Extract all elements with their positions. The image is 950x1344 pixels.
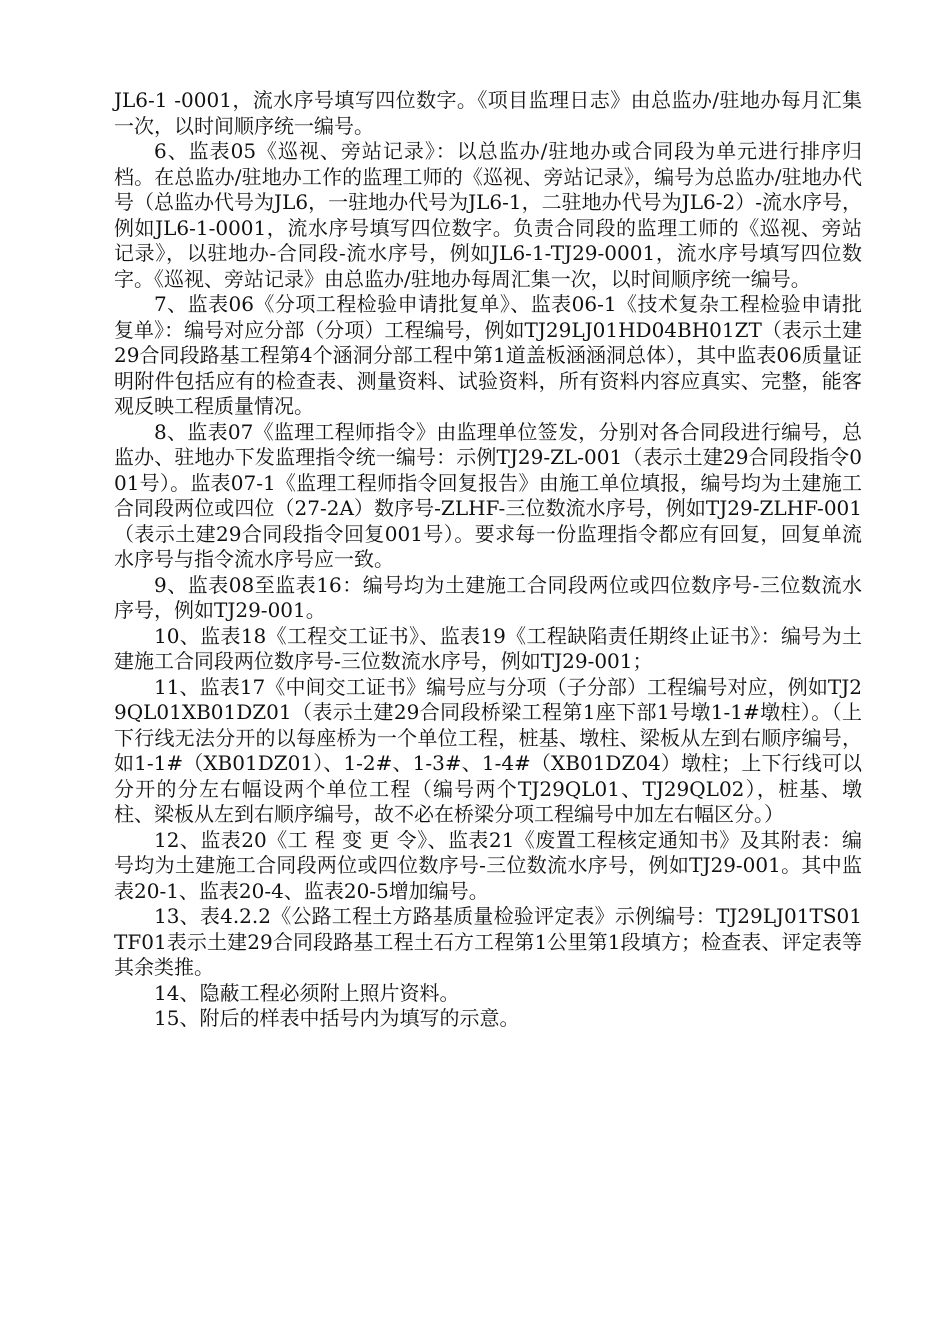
paragraph-item-14: 14、隐蔽工程必须附上照片资料。 (154, 980, 460, 1005)
document-page (114, 88, 862, 1032)
paragraph-item-9: 9、监表08至监表16：编号均为土建施工合同段两位或四位数序号-三位数流水序号，例如TJ29-001。 (114, 572, 862, 622)
paragraph-item-13: 13、表4.2.2《公路工程土方路基质量检验评定表》示例编号：TJ29LJ01TS01TF01表示土建29合同段路基工程土石方工程第1公里第1段填方；检查表、评定表等其余类推。 (114, 904, 862, 979)
paragraph-item-15: 15、附后的样表中括号内为填写的示意。 (154, 1006, 520, 1030)
paragraph-item-6: 6、监表05《巡视、旁站记录》：以总监办/驻地办或合同段为单元进行排序归档。在总监办/驻地办工作的监理工师的《巡视、旁站记录》，编号为总监办/驻地办代号（总监办代号为JL6，一驻地办代号为JL6-1，二驻地办代号为JL6-2）-流水序号，例如JL6-1-0001，流水序号填写四位数字。负责合同段的监理工师的《巡视、旁站记录》，以驻地办-合同段-流水序号，例如JL6-1-TJ29-0001，流水序号填写四位数字。《巡视、旁站记录》由总监办/驻地办每周汇集一次，以时间顺序统一编号。 (114, 139, 862, 291)
paragraph-item-7: 7、监表06《分项工程检验申请批复单》、监表06-1《技术复杂工程检验申请批复单》：编号对应分部（分项）工程编号，例如TJ29LJ01HD04BH01ZT（表示土建29合同段路基工程第4个涵洞分部工程中第1道盖板涵涵洞总体），其中监表06质量证明附件包括应有的检查表、测量资料、试验资料，所有资料内容应真实、完整，能客观反映工程质量情况。 (114, 292, 862, 418)
paragraph-item-8: 8、监表07《监理工程师指令》由监理单位签发，分别对各合同段进行编号，总监办、驻地办下发监理指令统一编号：示例TJ29-ZL-001（表示土建29合同段指令001号）。监表07-1《监理工程师指令回复报告》由施工单位填报，编号均为土建施工合同段两位或四位（27-2A）数序号-ZLHF-三位数流水序号，例如TJ29-ZLHF-001（表示土建29合同段指令回复001号）。要求每一份监理指令都应有回复，回复单流水序号与指令流水序号应一致。 (114, 419, 862, 571)
paragraph-item-10: 10、监表18《工程交工证书》、监表19《工程缺陷责任期终止证书》：编号为土建施工合同段两位数序号-三位数流水序号，例如TJ29-001； (114, 623, 862, 673)
paragraph-item-11: 11、监表17《中间交工证书》编号应与分项（子分部）工程编号对应，例如TJ29QL01XB01DZ01（表示土建29合同段桥梁工程第1座下部1号墩1-1#墩柱）。（上下行线无法分开的以每座桥为一个单位工程，桩基、墩柱、梁板从左到右顺序编号，如1-1#（XB01DZ01）、1-2#、1-3#、1-4#（XB01DZ04）墩柱；上下行线可以分开的分左右幅设两个单位工程（编号两个TJ29QL01、TJ29QL02），桩基、墩柱、梁板从左到右顺序编号，故不必在桥梁分项工程编号中加左右幅区分。） (114, 674, 862, 826)
paragraph-continuation: JL6-1 -0001，流水序号填写四位数字。《项目监理日志》由总监办/驻地办每月汇集一次，以时间顺序统一编号。 (114, 88, 862, 138)
paragraph-item-12: 12、监表20《工 程 变 更 令》、监表21《废置工程核定通知书》及其附表：编号均为土建施工合同段两位或四位数序号-三位数流水序号，例如TJ29-001。其中监表20-1、监表20-4、监表20-5增加编号。 (114, 827, 862, 903)
